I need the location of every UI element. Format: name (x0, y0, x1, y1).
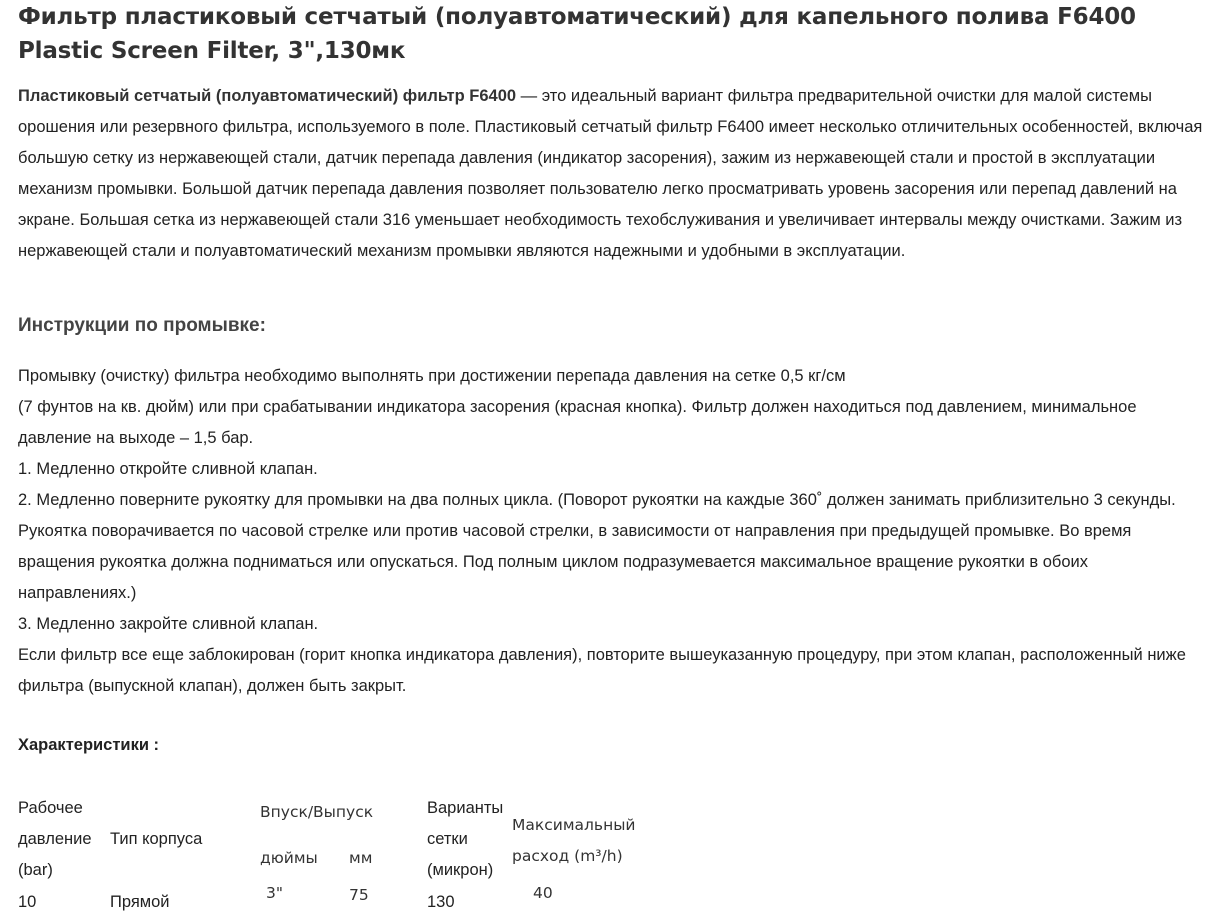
intro-text: — это идеальный вариант фильтра предварительной очистки для малой системы орошения или резервного фильтра, используемого в поле. Пластиковый сетчатый фильтр F6400 имеет несколько отличительных особенностей, включая большую сетку из нержавеющей стали, датчик перепада давления (индикатор засорения), зажим из нержавеющей стали и простой в эксплуатации механизм промывки. Большой датчик перепада давления позволяет пользователю легко просматривать уровень засорения или перепад давлений на экране. Большая сетка из нержавеющей стали 316 уменьшает необходимость техобслуживания и увеличивает интервалы между очистками. Зажим из нержавеющей стали и полуавтоматический механизм промывки являются надежными и удобными в эксплуатации. (18, 87, 1203, 260)
spec-value-housing: Прямой (110, 893, 170, 911)
wash-instructions-heading: Инструкции по промывке: (18, 315, 266, 336)
wash-line-1: Промывку (очистку) фильтра необходимо выполнять при достижении перепада давления на сетке 0,5 кг/см (18, 367, 846, 385)
spec-header-inches: дюймы (260, 849, 318, 867)
spec-header-housing: Тип корпуса (110, 830, 203, 848)
spec-value-flow: 40 (533, 884, 553, 902)
spec-header-flow: Максимальный расход (m³/h) (512, 816, 636, 865)
spec-header-mesh: Варианты сетки (микрон) (427, 799, 504, 879)
wash-step-2: 2. Медленно поверните рукоятку для промывки на два полных цикла. (Поворот рукоятки на каждые 360˚ должен занимать приблизительно 3 секунды. Рукоятка поворачивается по часовой стрелке или против часовой стрелки, в зависимости от направления при предыдущей промывке. Во время вращения рукоятка должна подниматься или опускаться. Под полным циклом подразумевается максимальное вращение рукоятки в обоих направлениях.) (18, 491, 1176, 602)
intro-bold-lead: Пластиковый сетчатый (полуавтоматический) фильтр F6400 (18, 87, 517, 105)
intro-paragraph (18, 81, 1208, 267)
wash-step-3: 3. Медленно закройте сливной клапан. (18, 615, 319, 633)
specs-heading: Характеристики : (18, 736, 160, 754)
spec-header-mm: мм (349, 849, 373, 867)
wash-instructions (18, 361, 1208, 702)
wash-step-1: 1. Медленно откройте сливной клапан. (18, 460, 318, 478)
spec-value-mm: 75 (349, 886, 369, 904)
spec-header-pressure: Рабочее давление (bar) (18, 799, 92, 879)
spec-value-inches: 3" (266, 884, 283, 902)
spec-value-mesh: 130 (427, 893, 455, 911)
spec-value-pressure: 10 (18, 893, 37, 911)
wash-note: Если фильтр все еще заблокирован (горит кнопка индикатора давления), повторите вышеуказанную процедуру, при этом клапан, расположенный ниже фильтра (выпускной клапан), должен быть закрыт. (18, 646, 1186, 695)
wash-line-2: (7 фунтов на кв. дюйм) или при срабатывании индикатора засорения (красная кнопка). Фильтр должен находиться под давлением, минимальное давление на выходе – 1,5 бар. (18, 398, 1137, 447)
spec-header-inout: Впуск/Выпуск (260, 803, 374, 821)
page-title: Фильтр пластиковый сетчатый (полуавтоматический) для капельного полива F6400 Plastic Screen Filter, 3",130мк (18, 4, 1136, 64)
